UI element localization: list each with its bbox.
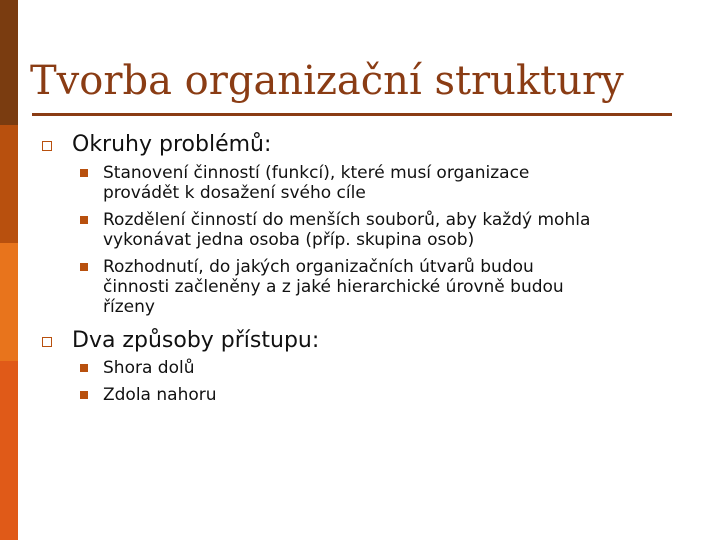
list-item-line: řízeny (103, 297, 155, 317)
list-item-text (103, 210, 693, 250)
list-item-line: Zdola nahoru (103, 385, 217, 405)
hollow-square-bullet-icon (42, 141, 52, 151)
section-heading-text: Dva způsoby přístupu: (72, 328, 320, 353)
list-item-line: Stanovení činností (funkcí), které musí organizace (103, 163, 530, 183)
square-bullet-icon (80, 364, 88, 372)
square-bullet-icon (80, 216, 88, 224)
list-item-text (103, 257, 693, 317)
square-bullet-icon (80, 169, 88, 177)
list-item-line: činnosti začleněny a z jaké hierarchické úrovně budou (103, 277, 564, 297)
list-item-line: vykonávat jedna osoba (příp. skupina osob) (103, 230, 475, 250)
list-item-line: Rozhodnutí, do jakých organizačních útvarů budou (103, 257, 534, 277)
list-item-line: Shora dolů (103, 358, 195, 378)
list-item-text (103, 385, 693, 405)
list-item-line: provádět k dosažení svého cíle (103, 183, 366, 203)
slide-title: Tvorba organizační struktury (30, 58, 624, 104)
list-item-text (103, 358, 693, 378)
square-bullet-icon (80, 391, 88, 399)
hollow-square-bullet-icon (42, 337, 52, 347)
list-item-text (103, 163, 693, 203)
list-item-line: Rozdělení činností do menších souborů, aby každý mohla (103, 210, 591, 230)
square-bullet-icon (80, 263, 88, 271)
section-heading-text: Okruhy problémů: (72, 132, 272, 157)
